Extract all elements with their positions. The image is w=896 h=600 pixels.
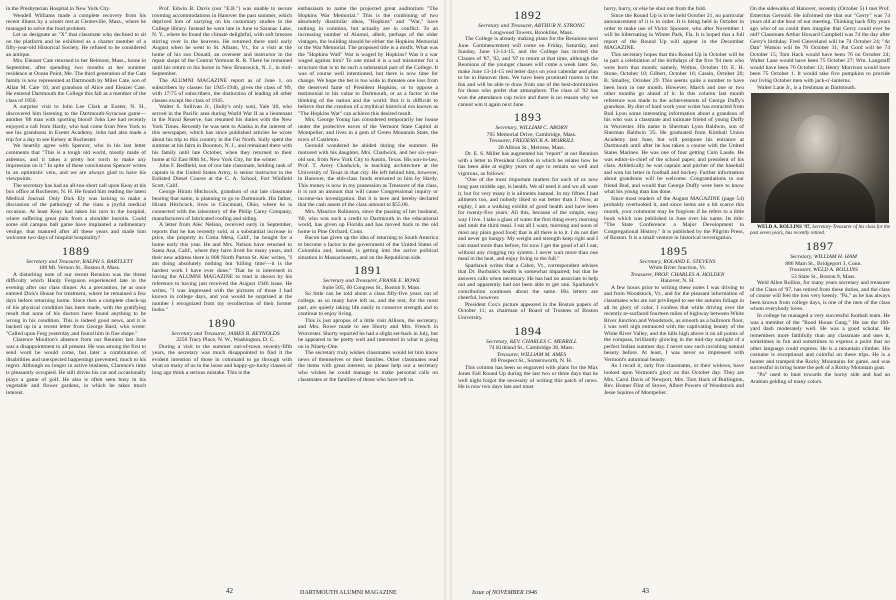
photo-caption-name: WELD A. ROLLINS '97,	[757, 225, 811, 231]
portrait-photo	[751, 93, 889, 223]
paragraph: Weld Allen Rollins, for many years secretary and treasurer of the Class of '97, has retired from these duties, and the class of course will feel the loss very keenly. "Pa," as he has always been known from college days, is one of the men of the class whom everybody loves.	[750, 280, 890, 313]
class-secretary: Secretary, WILLIAM C. ABORN	[495, 125, 568, 132]
paragraph: During a visit to the summer out-of-town seventy-fifth years, the secretary was much disappointed to find it the evident intention of those in command to go through with what so many of us in the loose and happy-go-lucky classes of long ago think a serious mistake. This is the	[152, 343, 292, 376]
right-column-2	[604, 6, 744, 562]
class-treasurer: Treasurer, WILLIAM M. AMES	[496, 351, 567, 358]
paragraph: The College is already making plans for the Reunions next June. Commencement will come on Friday, Saturday, and Sunday, June 13-14-15, and the College has invited the Classes of '87, '92, and '97 to return at that time, although the Reunions of the younger classes will come a week later. So, make June 13-14-15 red letter days on your calendar and plan to be in Hanover then. We have been promised rooms in the Inn and will be able to draw from one of the best-dormitories for those who prefer that atmosphere. The class of '92 has won the attendance cup twice and there is no reason why we cannot win it again next June.	[458, 36, 598, 108]
paragraph: Mrs. Eleazer Cate returned to her Belmont, Mass., home in September, after spending two months at her summer residence at Ocean Point, Me. The third generation of the Cate family is now represented at Dartmouth by Miles Cate, son of Allan M. Cate '10, and grandson of Alice and Eleazer Cate. He entered Dartmouth the College this fall as a member of the class of 1950.	[6, 58, 146, 104]
class-secretary: Secretary and Treasurer, RALPH S. BARTLETT	[26, 258, 133, 265]
class-year-heading: 1891	[354, 263, 382, 278]
paragraph: A surprise visit to John Lee Clark at Exeter, N. H., discovered him listening to the Dartmouth-Syracuse game—another '88 man with sporting blood! John Lee had recently enjoyed a call from Hardy, who had come from New York to see his grandsons in Exeter Academy. John had also made a trip for a day to see Kelsey at Rochester.	[6, 104, 146, 143]
class-address: 886 Main St., Bridgeport 3, Conn.	[785, 260, 862, 267]
class-address: Hanover, N. H.	[660, 278, 695, 285]
class-address: Suite 505, 60 Congress St., Boston 9, Mass.	[322, 284, 421, 291]
paragraph: On the sidewalks of Hanover, recently (October 5) I met Prof. Emeritus Gerould. He informed me that our "Gerry" was 74 years old at the hour of our meeting. Thinking back fifty years ago who of us could then imagine that Gerry could ever be old? Classmate Arthur Howard Campbell was 74 the day after Gerry's birthday. Fred Cleaveland will be 74 October 24; "At Dan" Watson will be 76 October 31; Pat Gord will be 74 October 15; Tom Hack would have been 76 on October 24; Walter Lane would have been 75 October 27; Wm. Langstaff would have been 76 October 13; Henry Morrison would have been 75 October 1. It would take five pumpkins to provide our living October men with jack-o'-lanterns.	[750, 6, 890, 85]
paragraph: Dr. E. S. Miller has augmented his "report" at our Reunion with a letter to President Gordon in which he relates how he has been able at eighty years of age to remain so well and vigorous, as follows:	[458, 151, 598, 177]
class-secretary: Secretary, REV. CHARLES C. MERRILL	[486, 338, 577, 345]
paragraph: We heartily agree with Spencer, who in his last letter comments that "This is a tough old world, mostly made of asbestos, and it takes a pretty hot torch to make any impression on it." In spite of these conclusions Spencer writes in an optimistic vein, and we are always glad to have his viewpoints.	[6, 143, 146, 183]
paragraph: As I recall it, only five classmates, or their widows, have looked upon Vermont's glory on this October day. They are Mrs. Carol Davis of Newport, Mrs. Tom Hack of Burlington, Rev. Homer Flint of Stowe, Albert Powers of Woodstock and Jesse Squires of Montpelier.	[604, 363, 744, 396]
paragraph: This secretary hopes that this Round Up in October will be in part a celebration of the birthdays of the five '94 men who were born that month; namely, Woltus, October 10; E. H. Stone, October 10; Gilbert, October 16; Cassin, October 20; B. Smalley, October 29. This seems quite a number to have been born in one month. However, March and one or two other months go ahead of it. In this column last month reference was made to the achievements of George Duffy's grandson. By dint of hard work your writer has extracted from Bud Lyon some interesting information about a grandson of his who was a classmate and intimate friend of young Duffy in Worcester. His name is Sherman Lyon Baldwin, son of Sherman Baldwin '25. He graduated from Kimball Union Academy last June, but will postpone his entrance at Dartmouth until after he has taken a course with the United States Marines. He was one of four getting Cum Laude. He was editor-in-chief of the school paper, and president of his class. Athletically he was captain and pitcher of the baseball and won his letter in football and hockey. Further information about grandsons will be welcome. Congratulations to our friend Bud, and would that George Duffy were here to know what his young man has done.	[604, 51, 744, 196]
class-treasurer: Treasurer, PROF. CHARLES A. HOLDEN	[630, 271, 725, 278]
paragraph: Clarence Moulton's absence from our Reunion last June was a disappointment to all present. He was among the first to send word he would come, but later a combination of disabilities and unexpected happenings prevented, much to his regret. Although no longer in active business, Clarence's time is pleasantly occupied. He still drives his car and occasionally plays a game of golf. He also is often seen busy in his vegetable and flower gardens, in which he takes much interest.	[6, 337, 146, 396]
paragraph: in the Presbyterian Hospital in New York City.	[6, 6, 111, 12]
class-address: 74 Kirkland St., Cambridge 38, Mass.	[489, 345, 574, 352]
photo-caption-text: Secretary-Treasurer of his class for the past seven years, has recently retired.	[750, 225, 890, 237]
photo-caption	[750, 225, 890, 237]
right-column-3	[750, 6, 890, 562]
class-treasurer: Treasurer, WELD A. ROLLINS	[789, 267, 858, 274]
class-address: Longwood Towers, Brookline, Mass.	[489, 29, 574, 36]
left-column-1	[6, 6, 146, 562]
left-column-2	[152, 6, 292, 562]
class-year-heading: 1893	[514, 110, 542, 125]
paragraph: The ALUMNI MAGAZINE report as of June 1, on subscribers by classes for 1945-1946, gives the class of '89, with 17/75 of subscribers, the distinction of leading all other classes except the class of 1945.	[152, 78, 292, 104]
paragraph: A few hours prior to writing these notes I was driving to and from Woodstock, Vt., and for the pleasant information of classmates who are not privileged to see the autumn foliage in all its glory of color, I confess that while driving over the recently re-surfaced fourteen miles of highway between White River Junction and Woodstock, as smooth as a ballroom floor, I was well nigh entranced with the captivating beauty of the White River Valley, and the hills high above it on all points of the compass, brilliantly glowing in the mid-day sunlight of a perfect Indian summer day. I never saw such ravishing natural beauty before. At least, I was never so impressed with Vermont's autumnal beauty.	[604, 284, 744, 363]
paragraph: Wendell Williams made a complete recovery from his recent illness by a winter rest at Centreville, Mass., where he managed to solve the food problem.	[6, 12, 146, 32]
class-address: 53 State St., Boston 9, Mass.	[791, 273, 856, 280]
paragraph: So little can be told about a class fifty-five years out of college, as so many have left us, and the rest, for the most part, are quietly taking life easily to conserve strength and to continue to enjoy living.	[298, 291, 438, 318]
portrait-face	[795, 115, 841, 175]
paragraph: Mrs. Maurice Robinson, since the passing of her husband, '60, who was such a credit to Dartmouth in the educational world, has given up Florida and has moved back to the old home in Pine Orchard, Conn.	[298, 208, 438, 235]
class-address: 795 Memorial Drive, Cambridge, Mass.	[486, 131, 577, 138]
paragraph: John F. Redfield, son of our late classmate, holding rank of captain in the United States Army, is senior instructor in the Enlisted Diesel Course at the C. A. School, Fort Winfield Scott, Calif.	[152, 163, 292, 189]
class-year-heading: 1890	[208, 315, 236, 330]
class-secretary: Secretary and Treasurer, ARTHUR N. STRONG	[478, 23, 585, 29]
paragraph: Mrs. George Young has considered temporarily her house under the protective eaves of the Vermont State Capitol at Montpelier, and lives in a gem of Green Mountain State, the town of Castleton.	[298, 117, 438, 143]
paragraph: "Pa" used to hunt towards the horny side and had an Arabian gelding of many colors.	[750, 371, 890, 385]
paragraph: enthusiasm to name the projected great auditorium "The Hopkins War Memorial." This is the combining of two absolutely dissimilar ideas, "Hopkins" and "War," have nothing in common, but actually are in conflict. To an increasing number of Alumni, albeit, perhaps of the older vintages, the building should be either the Hopkins Memorial or the War Memorial. The proposed title is a misfit. What was the "Hopkins Wall" War is waged by Hopkins? Was it a war waged against him? To one mind it is a sad misnomer for a structure that is to be such a substantial part of the College. It was of course well intentioned, but there is now time for change. We hope the bet is too wide to threaten one loss from the deserved fame of President Hopkins, or to oppose a testimonial to his value to Dartmouth, or as a factor in the thinking of the nation and the world. But it is difficult to believe that the creation of a mythical historical era known as "The Hopkins War" can achieve this desired result.	[298, 6, 438, 117]
class-year-heading: 1895	[660, 243, 688, 258]
paragraph: Let us designate as "X" that classmate who declined to sit on the platform and be exhibited as a charter member of a fifty-year-old Historical Society. He refused to be considered an antique.	[6, 32, 146, 58]
class-secretary: Secretary and Treasurer, FRANK E. ROWE	[322, 278, 421, 285]
class-year-heading: 1889	[62, 243, 90, 258]
paragraph: The secretary has had an all-too-short call upon Keay at his box office at Rochester, N. H. He found him reading the latest Medical Journal. Only Dick Ely was lacking to make a discussion of the pathology of the class a joyful medical occasion. At least Keay had taken his turn in the hospital, where suffering great pain from a shoulder bursitis. Could some old campus ball game have implanted a rudimentary vestige, that matured after all these years and made him welcome two days of hospital hospitality?	[6, 182, 146, 242]
issue-footer: Issue of NOVEMBER 1946	[472, 590, 538, 596]
class-year-heading: 1897	[806, 239, 834, 254]
magazine-footer: DARTMOUTH ALUMNI MAGAZINE	[300, 590, 397, 596]
right-column-1	[458, 6, 598, 562]
paragraph: "One of the most important matters for each of us now long past middle age, is health. We all need it and we all want it, but for very many it is ailments instead. In my fifties I had ailments too, and nobody liked to eat better than I. Now, at eighty, I am a walking exhibit of good health and have been for twenty-five years. All this, because of the simple, easy way I live. I take a glass of water the first thing every morning and omit the third meal. I eat all I want, morning and noon of most any plain good food; that is all there is to it. I do not diet and never go hungry. My weight and strength keep right and I can stand more than before, for now I get the good of all I eat, without any clogging my system. I never wait more than one meal in the heat, and enjoy living to the full."	[458, 177, 598, 263]
paragraph: Gerould wondered he abided during the summer. He motored with his daughter, Mrs. Chadwick, and her six-year-old son, from New York City to Austin, Texas. His son-in-law, Prof. T. Avery Chadwick, is teaching architecture at the University of Texas in that city. He left behind him, however, in Hanover, the ebb-class funds entrusted to him by Hardy. This money is now in my possession as Treasurer of the class, it is not an amount that will cause Congressional inquiry or income-tax investigation. But it is here and hereby declared that the cash assets of the class amount to $55.06.	[298, 143, 438, 209]
left-page	[0, 0, 444, 600]
paragraph: This column has been so engraved with plans for the Max Jones Fall Round Up during the last two or three days that he well night forgot the necessity of writing this patch of news. He is now two days late and must	[458, 364, 598, 391]
class-secretary: Secretary, WILLIAM H. HAM	[790, 254, 857, 261]
paragraph: Since the Round Up is to be held October 21, no particular announcement of it is in order. It is being held in October in order to make use of Victor Spooner, who after November 1 will be hibernating in Winter Park, Fla. It is hoped that a full report of the Round Up will appear in the December MAGAZINE.	[604, 12, 744, 52]
page-number: 42	[226, 587, 233, 595]
paragraph: Walter S. Sullivan Jr., (Sully's only son), Yale '40, who served in the Pacific area during World War II as a lieutenant in the Naval Reserve, has resumed his duties with the New York Times. Recently he was sent to Alaska in the interest of this newspaper, which has since published articles he wrote about his trip to this country in the Far North. Sully spent the summer at his farm in Boonton, N. J., and remained there with his family until late October, when they returned to their home at 62 East 80th St., New York City, for the winter.	[152, 104, 292, 163]
portrait-suit	[765, 173, 875, 223]
paragraph: In college he managed a very successful football team. He was a member of the "Rood House Gang." He ran the 100-yard dash moderately well. He was a good scholar. He remembers more faithfully than any classmate and uses it, sometimes in fun and sometimes to express a point that no other language could express. He is a mountain climber. His costume is exceptional and colorful on these trips. He is a hunter and tramped the Rocky Mountains for game, and was successful in bring home the pelt of a Rocky Mountain goat.	[750, 313, 890, 372]
paragraph: A letter from Alec Nelson, received early in September, reports that he has recently sold, at a substantial increase in price, the property in Costa Mesa, Calif., he bought for a home early this year. He and Mrs. Nelson have returned to Santa Ana, Calif., where they have lived for many years, and their new address there is 808 North Parton St. Alec writes, "I am doing absolutely nothing but 'killing time'—it is the hardest work I have ever done." That he is interested in having the ALUMNI MAGAZINE to read is shown by his reference to having just received the August 1946 issue. He writes, "I was impressed with the pictures of those I had known in college days, and you would be surprised at the number I recognized from my recollection of their former looks."	[152, 222, 292, 314]
paragraph: President Cox's picture appeared in the Boston papers of October 11; as chairman of Board of Trustees of Boston University.	[458, 301, 598, 321]
paragraph: The secretary truly wishes classmates would let him know news of themselves or their families. Other classmates read the items with great interest, so please help our a secretary who wishes he could manage to make personal calls on classmates or the families of those who have left us.	[298, 350, 438, 383]
class-address: 108 Mt. Vernon St., Boston 8, Mass.	[38, 265, 121, 272]
paragraph: George Hiram Hitchcock, grandson of our late classmate bearing that name, is planning to go to Dartmouth. His father, Hiram Hitchcock, lives in Cincinnati, Ohio, where he is connected with the laboratory of the Philip Carey Company, manufacturers of fabricated roofing and siding.	[152, 189, 292, 222]
paragraph: hurry, hurry, or else be shut out from the fold.	[604, 6, 707, 12]
class-secretary: Secretary, ROLAND E. STEVENS	[639, 258, 716, 265]
class-year-heading: 1892	[514, 8, 542, 22]
paragraph: Prof. Edwin B. Davis (our "E.B.") was unable to secure rooming accommodations in Hanover the past summer, which deprived him of carrying on his customary studies in the College library. Instead he went late in June to Saranac Lake, N. Y., where he found the climate delightful, with soft breezes stirring over in the heavens. He returned there until early August when he went to St. Albans, Vt., for a visit at the home of his son Donald, an overseer and instructor in the repair shops of the Central Vermont R. R. There he remained until his return to his home in New Brunswick, N. J., in mid-September.	[152, 6, 292, 78]
paragraph: This is just apropos of a little visit Allison, the secretary, and Mrs. Rowe made to see Shorty and Mrs. French in Worcester. Shorty reported he had a slight set-back in July, but he appeared to be pretty well and interested in what is going on in Ninety-One.	[298, 317, 438, 350]
class-secretary: Secretary and Treasurer, JAMES B. REYNOLDS	[171, 330, 280, 337]
page-number: 43	[642, 587, 649, 595]
paragraph: Walter Lane Jr., is a freshman at Dartmouth.	[757, 84, 856, 91]
class-address: 20 Albion St., Melrose, Mass.	[498, 144, 565, 151]
paragraph: Bacon has given up the idea of returning to South America to become a factor in the government of the United States of Colombia and, instead, is getting into the active political situation in Massachusetts, and on the Republican side.	[298, 235, 438, 261]
class-address: White River Junction, Vt.	[648, 265, 707, 272]
left-column-3	[298, 6, 438, 562]
class-treasurer: Treasurer, FREDERICK A. MORRILL	[488, 138, 575, 145]
class-address: 2256 Tracy Place, N. W., Washington, D. C.	[176, 337, 275, 344]
class-address: 69 Prospect St., Somersworth, N. H.	[490, 358, 573, 365]
page-gutter	[444, 0, 452, 600]
paragraph: Since most readers of the August MAGAZINE (page 54) probably overlooked it, and since items are a bit scarce this month, your columnist may be forgiven if he refers to a little book which was published in June over his name. Its title: "The State Conference: a Major Development in Congregational History." It is published by the Pilgrim Press, of Boston. It is a small venture in historical investigation.	[604, 195, 744, 242]
right-page	[452, 0, 896, 600]
paragraph: A disturbing note of our recent Reunion was the threat difficulty which Hardy Ferguson experienced late in the evening after our class dinner. As a precaution, he at once entered Dick's House for treatment, where he remained a few days before returning home. Since then a complete check-up of his physical condition has been made, with the gratifying result that none of his doctors have found anything to be wrong in his condition. This is indeed good news, and it is backed up in a recent letter from George Bard, who wrote: "Called upon Ferg yesterday and found him in fine shape."	[6, 271, 146, 337]
paragraph: Sparhawk writes that a Cabot, Vt., correspondent advises that Dr. Burbank's health is somewhat impaired, but that he answers calls when necessary. He has had no associate to help out and apparently had not been able to get one. Sparhawk's contribution continues about the same. His letters are cheerful, however.	[458, 262, 598, 302]
class-year-heading: 1894	[514, 323, 542, 338]
